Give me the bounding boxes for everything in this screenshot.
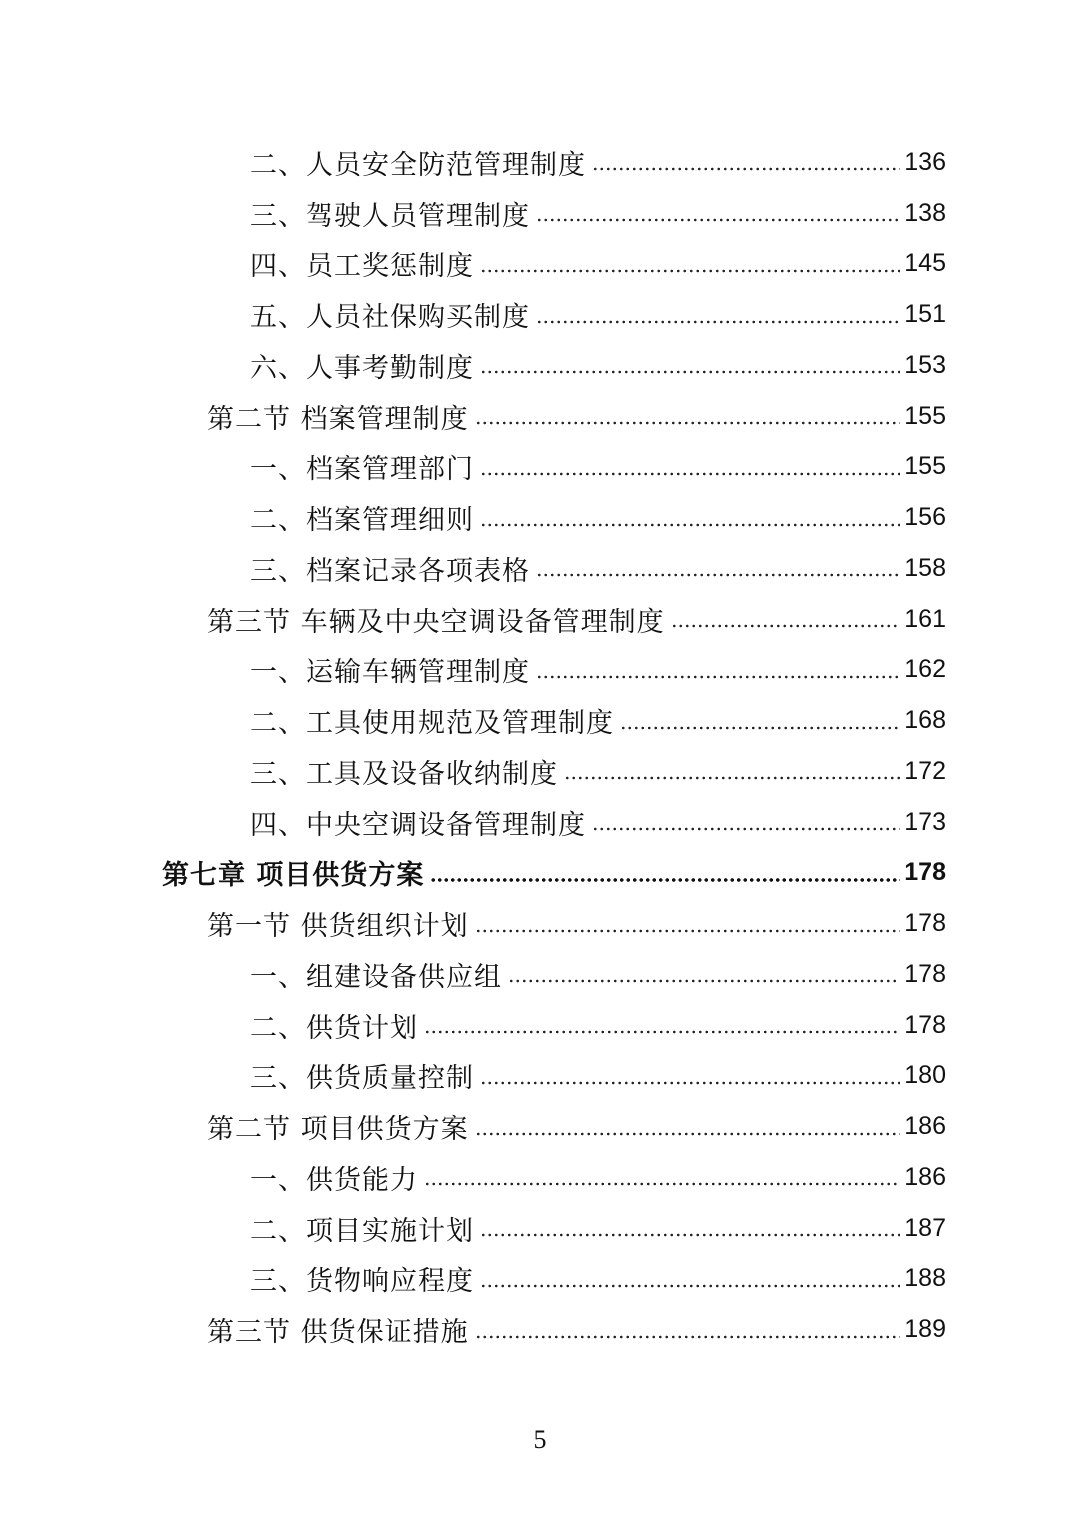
toc-entry[interactable] — [0, 1101, 1080, 1152]
toc-entry-page: 156 — [904, 503, 946, 532]
toc-dot-leader — [480, 269, 900, 273]
toc-entry[interactable] — [0, 695, 1080, 746]
toc-entry-page: 151 — [904, 300, 946, 329]
toc-entry-title: 第二节 项目供货方案 — [207, 1114, 469, 1146]
toc-entry-page: 155 — [904, 401, 946, 430]
toc-dot-leader — [536, 218, 900, 222]
toc-entry-title: 第二节 档案管理制度 — [207, 403, 469, 435]
toc-entry[interactable] — [0, 1304, 1080, 1355]
toc-entry-page: 186 — [904, 1162, 946, 1191]
toc-entry[interactable] — [0, 848, 1080, 899]
toc-dot-leader — [592, 167, 900, 171]
toc-dot-leader — [475, 1132, 901, 1136]
toc-entry[interactable] — [0, 1254, 1080, 1305]
toc-entry-title: 二、供货计划 — [250, 1012, 418, 1044]
page-number: 5 — [533, 1425, 547, 1454]
toc-entry[interactable] — [0, 391, 1080, 442]
toc-entry-page: 178 — [904, 858, 946, 887]
toc-entry-page: 162 — [904, 655, 946, 684]
toc-entry-title: 二、人员安全防范管理制度 — [250, 149, 586, 181]
toc-entry-title: 三、货物响应程度 — [250, 1266, 474, 1298]
toc-dot-leader — [475, 421, 901, 425]
toc-entry-page: 153 — [904, 350, 946, 379]
toc-entry[interactable] — [0, 1000, 1080, 1051]
toc-entry[interactable] — [0, 797, 1080, 848]
toc-entry-title: 二、项目实施计划 — [250, 1215, 474, 1247]
toc-entry-page: 155 — [904, 452, 946, 481]
toc-dot-leader — [536, 573, 900, 577]
toc-entry-title: 第三节 车辆及中央空调设备管理制度 — [207, 606, 665, 638]
toc-dot-leader — [480, 472, 900, 476]
toc-entry[interactable] — [0, 442, 1080, 493]
toc-dot-leader — [424, 1030, 900, 1034]
toc-dot-leader — [475, 929, 901, 933]
toc-entry-page: 178 — [904, 1010, 946, 1039]
toc-entry[interactable] — [0, 1203, 1080, 1254]
toc-entry[interactable] — [0, 492, 1080, 543]
toc-dot-leader — [480, 1284, 900, 1288]
toc-entry[interactable] — [0, 289, 1080, 340]
toc-entry-title: 第三节 供货保证措施 — [207, 1317, 469, 1349]
toc-entry[interactable] — [0, 188, 1080, 239]
toc-entry-page: 178 — [904, 959, 946, 988]
toc-entry-title: 三、驾驶人员管理制度 — [250, 200, 530, 232]
toc-entry-page: 189 — [904, 1315, 946, 1344]
toc-dot-leader — [480, 370, 900, 374]
toc-entry-page: 136 — [904, 147, 946, 176]
toc-entry-title: 二、档案管理细则 — [250, 505, 474, 537]
toc-entry[interactable] — [0, 340, 1080, 391]
toc-entry[interactable] — [0, 1152, 1080, 1203]
toc-dot-leader — [430, 877, 900, 882]
toc-entry-title: 第一节 供货组织计划 — [207, 911, 469, 943]
toc-entry[interactable] — [0, 898, 1080, 949]
toc-entry-page: 161 — [904, 604, 946, 633]
toc-dot-leader — [671, 624, 901, 628]
toc-dot-leader — [536, 320, 900, 324]
toc-entry[interactable] — [0, 746, 1080, 797]
toc-entry[interactable] — [0, 1051, 1080, 1102]
toc-dot-leader — [424, 1182, 900, 1186]
toc-dot-leader — [475, 1335, 901, 1339]
toc-entry-page: 168 — [904, 706, 946, 735]
toc-entry-title: 五、人员社保购买制度 — [250, 302, 530, 334]
toc-dot-leader — [592, 827, 900, 831]
toc-entry-title: 四、中央空调设备管理制度 — [250, 809, 586, 841]
toc-entry-page: 178 — [904, 909, 946, 938]
toc-entry-title: 二、工具使用规范及管理制度 — [250, 708, 614, 740]
toc-dot-leader — [564, 776, 900, 780]
toc-entry-title: 第七章 项目供货方案 — [162, 860, 425, 892]
toc-dot-leader — [508, 979, 900, 983]
toc-entry[interactable] — [0, 543, 1080, 594]
toc-entry[interactable] — [0, 137, 1080, 188]
toc-entry-title: 六、人事考勤制度 — [250, 352, 474, 384]
toc-dot-leader — [480, 1081, 900, 1085]
toc-dot-leader — [480, 523, 900, 527]
toc-entry-page: 158 — [904, 553, 946, 582]
toc-entry-page: 172 — [904, 756, 946, 785]
toc-entry-title: 三、档案记录各项表格 — [250, 555, 530, 587]
toc-entry-page: 173 — [904, 807, 946, 836]
toc-entry-page: 180 — [904, 1061, 946, 1090]
toc-entry[interactable] — [0, 949, 1080, 1000]
toc-entry-title: 一、档案管理部门 — [250, 454, 474, 486]
toc-entry-page: 187 — [904, 1213, 946, 1242]
toc-entry-title: 一、组建设备供应组 — [250, 961, 502, 993]
toc-entry-title: 三、工具及设备收纳制度 — [250, 758, 558, 790]
toc-entry-page: 145 — [904, 249, 946, 278]
toc-entry-title: 三、供货质量控制 — [250, 1063, 474, 1095]
toc-dot-leader — [620, 726, 900, 730]
toc-entry-page: 188 — [904, 1264, 946, 1293]
toc-entry[interactable] — [0, 239, 1080, 290]
toc-entry-page: 186 — [904, 1112, 946, 1141]
toc-dot-leader — [480, 1233, 900, 1237]
toc-entry-page: 138 — [904, 198, 946, 227]
toc-entry[interactable] — [0, 594, 1080, 645]
table-of-contents — [0, 137, 1080, 1355]
toc-entry-title: 一、运输车辆管理制度 — [250, 657, 530, 689]
toc-entry-title: 一、供货能力 — [250, 1164, 418, 1196]
toc-entry-title: 四、员工奖惩制度 — [250, 251, 474, 283]
toc-entry[interactable] — [0, 645, 1080, 696]
toc-dot-leader — [536, 675, 900, 679]
